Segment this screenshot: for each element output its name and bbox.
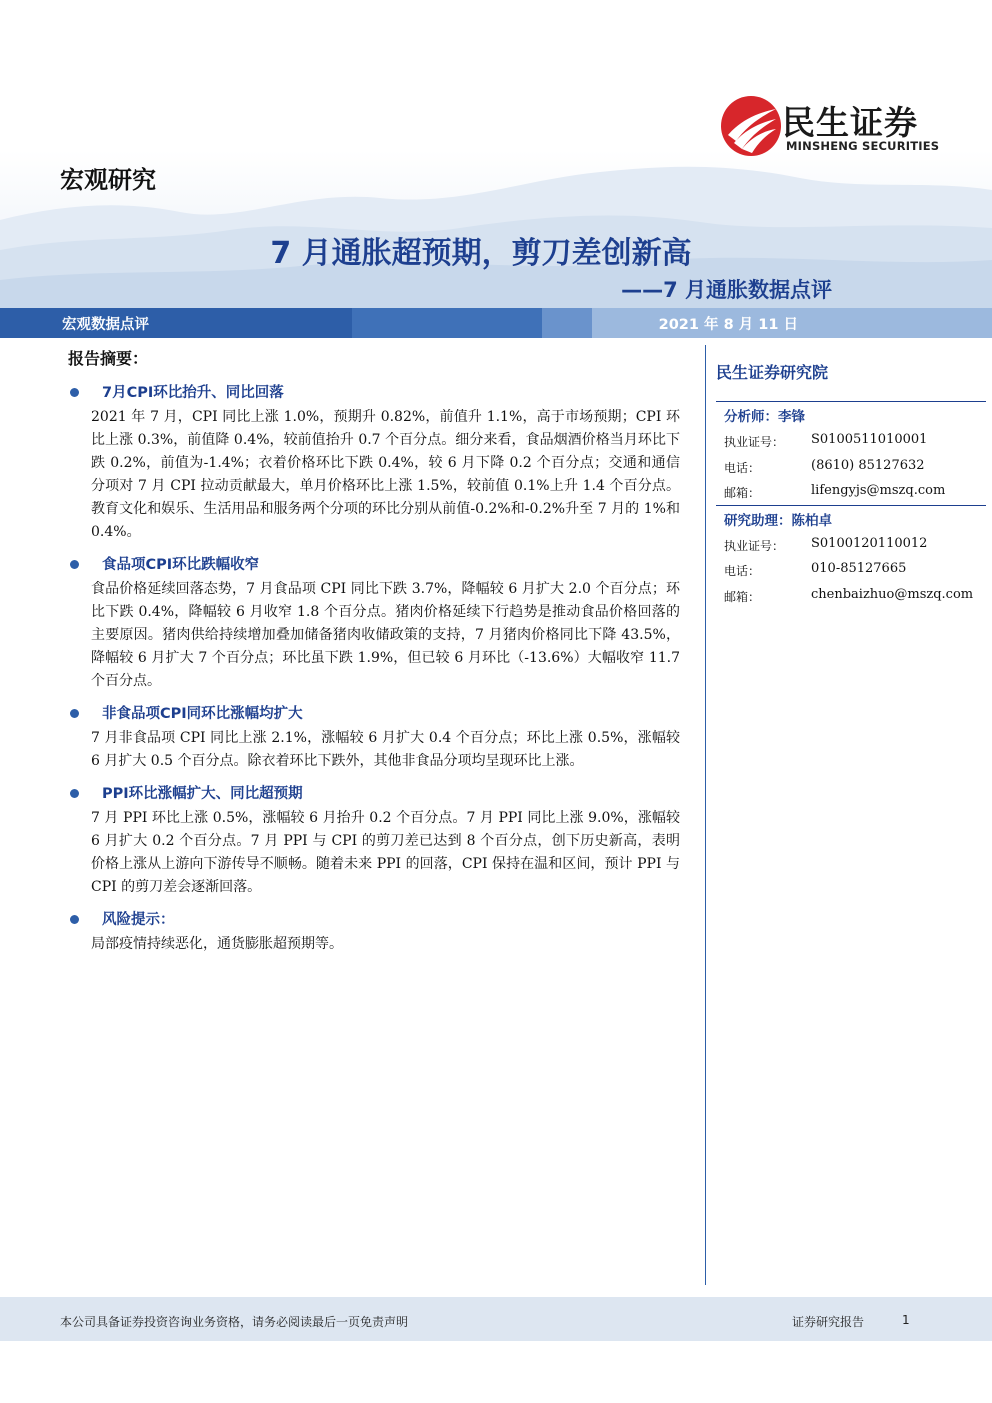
assistant-role: 研究助理：陈柏卓: [716, 505, 986, 532]
column-divider: [705, 345, 706, 1285]
info-row: [716, 454, 986, 480]
bullet-dot-icon: [70, 915, 79, 924]
info-key: 电话：: [724, 564, 761, 578]
summary-bullet: [68, 380, 680, 406]
bullet-title: 食品项CPI环比跌幅收窄: [102, 557, 260, 573]
summary-bullet: [68, 701, 680, 727]
bullet-dot-icon: [70, 789, 79, 798]
brand-name-en: MINSHENG SECURITIES: [786, 139, 940, 153]
bullet-paragraph: 7 月 PPI 环比上涨 0.5%，涨幅较 6 月抬升 0.2 个百分点。7 月 PPI 同比上涨 9.0%，涨幅较 6 月扩大 0.2 个百分点。7 月 PPI 与 CPI 的剪刀差已达到 8 个百分点，创下历史新高，表明价格上涨从上游向下游传导不顺畅。随着未来 PPI 的回落，CPI 保持在温和区间，预计 PPI 与 CPI 的剪刀差会逐渐回落。: [91, 810, 680, 895]
info-row: [716, 532, 986, 558]
analyst-email[interactable]: lifengyjs@mszq.com: [811, 483, 946, 498]
info-row: [716, 479, 986, 505]
bullet-title: PPI环比涨幅扩大、同比超预期: [102, 786, 303, 802]
bullet-dot-icon: [70, 560, 79, 569]
summary-bullet: [68, 907, 680, 933]
report-title-text: 7 月通胀超预期，剪刀差创新高: [270, 236, 692, 271]
report-title: [0, 228, 992, 272]
info-row: [716, 557, 986, 583]
page-number: 1: [902, 1313, 910, 1327]
footer-disclaimer: 本公司具备证券投资咨询业务资格，请务必阅读最后一页免责声明: [60, 1315, 409, 1329]
info-key: 邮箱：: [724, 486, 761, 500]
summary-heading: 报告摘要：: [68, 349, 149, 368]
bullet-dot-icon: [70, 709, 79, 718]
info-value: S0100511010001: [811, 432, 928, 447]
info-row: [716, 428, 986, 454]
info-value: 010-85127665: [811, 561, 907, 576]
bullet-paragraph: 食品价格延续回落态势，7 月食品项 CPI 同比下跌 3.7%，降幅较 6 月扩大 2.0 个百分点；环比下跌 0.4%，降幅较 6 月收窄 1.8 个百分点。猪肉价格延续下行趋势是推动食品价格回落的主要原因。猪肉供给持续增加叠加储备猪肉收储政策的支持，7 月猪肉价格同比下降 43.5%，降幅较 6 月扩大 7 个百分点；环比虽下跌 1.9%，但已较 6 月环比（-13.6%）大幅收窄 11.7 个百分点。: [91, 581, 680, 689]
report-category: 宏观数据点评: [62, 317, 149, 333]
info-value: (8610) 85127632: [811, 457, 925, 473]
section-tag: 宏观研究: [60, 166, 156, 194]
analyst-role: 分析师：李锋: [716, 401, 986, 428]
info-value: S0100120110012: [811, 535, 928, 551]
summary-bullet: [68, 781, 680, 807]
bullet-dot-icon: [70, 388, 79, 397]
author-sidebar: [716, 360, 986, 608]
bullet-paragraph: 7 月非食品项 CPI 同比上涨 2.1%，涨幅较 6 月扩大 0.4 个百分点；环比上涨 0.5%，涨幅较 6 月扩大 0.5 个百分点。除衣着环比下跌外，其他非食品分项均呈现环比上涨。: [91, 730, 680, 769]
brand-logo: [720, 95, 960, 157]
info-row: [716, 583, 986, 609]
info-key: 邮箱：: [724, 589, 761, 604]
summary-content: [68, 380, 680, 964]
summary-bullet: [68, 552, 680, 578]
minsheng-logo-icon: [720, 95, 782, 157]
bullet-title: 风险提示：: [102, 912, 175, 928]
institute-name: 民生证券研究院: [716, 363, 829, 382]
bullet-title: 7月CPI环比抬升、同比回落: [102, 385, 284, 401]
bullet-paragraph: 2021 年 7 月，CPI 同比上涨 1.0%，预期升 0.82%，前值升 1.1%，高于市场预期；CPI 环比上涨 0.3%，前值降 0.4%，较前值抬升 0.7 个百分点。细分来看，食品烟酒价格当月环比下跌 0.2%，前值为-1.4%；衣着价格环比下跌 0.4%，较 6 月下降 0.2 个百分点；交通和通信分项对 7 月 CPI 拉动贡献最大，单月价格环比上涨 1.5%，较前值 0.1%上升 1.4 个百分点。教育文化和娱乐、生活用品和服务两个分项的环比分别从前值-0.2%和-0.2%升至 7 月的 1%和 0.4%。: [91, 409, 680, 540]
info-key: 执业证号：: [724, 538, 785, 553]
assistant-email[interactable]: chenbaizhuo@mszq.com: [811, 586, 974, 602]
bullet-paragraph: 局部疫情持续恶化，通货膨胀超预期等。: [91, 936, 343, 952]
report-subtitle: ——7 月通胀数据点评: [621, 278, 832, 302]
info-key: 执业证号：: [724, 435, 785, 449]
brand-name-cn: 民生证券: [782, 103, 918, 142]
footer-doc-type: 证券研究报告: [792, 1315, 865, 1329]
bullet-title: 非食品项CPI同环比涨幅均扩大: [102, 706, 303, 722]
report-date: 2021 年 8 月 11 日: [658, 317, 798, 333]
info-key: 电话：: [724, 460, 761, 475]
